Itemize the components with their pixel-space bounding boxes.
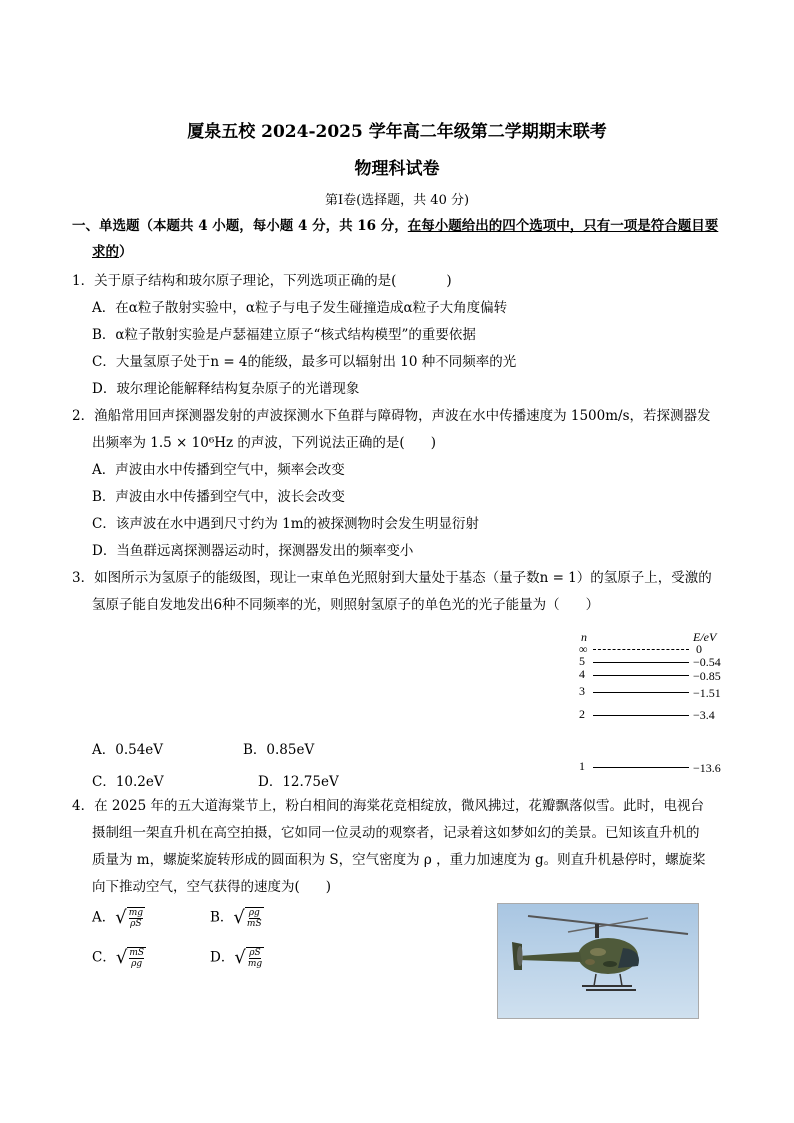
q3-option-d: D．12.75eV (258, 774, 339, 790)
q4-option-c-formula: √ $\frac{mS}{\rho g}$ (115, 947, 145, 969)
q4-option-d-label: D． (210, 949, 235, 966)
q4-stem-4-end: ) (325, 879, 332, 895)
q3-option-b: B．0.85eV (243, 742, 315, 758)
q4-option-c-label: C． (92, 949, 116, 966)
q4-option-d-den: mg (247, 959, 263, 969)
n-axis-label: n (581, 630, 587, 644)
q1-option-d: D．玻尔理论能解释结构复杂原子的光谱现象 (92, 381, 360, 397)
q4-option-a-num: mg (128, 908, 144, 918)
q2-option-a: A．声波由水中传播到空气中，频率会改变 (92, 462, 345, 478)
q1-stem-text: 1．关于原子结构和玻尔原子理论，下列选项正确的是( (72, 273, 397, 289)
rotor-mast (595, 924, 599, 938)
q4-option-d (210, 947, 264, 969)
camo-patch-2 (603, 961, 617, 967)
q4-option-a-den: ρS (130, 919, 142, 929)
q2-option-d: D．当鱼群远离探测器运动时，探测器发出的频率变小 (92, 543, 414, 559)
subject-title: 物理科试卷 (354, 159, 440, 179)
level-line-3 (593, 692, 689, 693)
exam-title: 厦泉五校 2024-2025 学年高二年级第二学期期末联考 (187, 122, 607, 142)
level-n-4: 4 (579, 667, 585, 681)
q1-option-a: A．在α粒子散射实验中，α粒子与电子发生碰撞造成α粒子大角度偏转 (92, 300, 508, 316)
q4-option-b-label: B． (210, 909, 234, 926)
q4-option-c-num: mS (129, 948, 145, 958)
section-heading (72, 217, 718, 235)
q2-option-b: B．声波由水中传播到空气中，波长会改变 (92, 489, 345, 505)
q4-option-b-den: mS (246, 919, 262, 929)
q3-stem-2-end: ） (585, 597, 600, 613)
level-n-3: 3 (579, 684, 585, 698)
level-line-inf (593, 649, 689, 650)
level-line-2 (593, 715, 689, 716)
q4-option-a (92, 907, 145, 929)
level-e-5: −0.54 (693, 655, 721, 669)
level-e-3: −1.51 (693, 686, 721, 700)
q1-stem (72, 272, 452, 290)
camo-patch-1 (590, 948, 606, 956)
level-line-1 (593, 767, 689, 768)
section-heading-text: 一、单选题（本题共 4 小题，每小题 4 分，共 16 分， (72, 218, 408, 234)
q3-option-c: C．10.2eV (92, 774, 164, 790)
level-n-2: 2 (579, 707, 585, 721)
q3-stem-2 (92, 596, 599, 614)
section-heading-end: ） (119, 244, 133, 260)
tail-rotor (517, 946, 523, 966)
level-e-1: −13.6 (693, 761, 721, 775)
q4-option-a-formula: √ $\frac{mg}{\rho S}$ (115, 907, 144, 929)
level-line-5 (593, 662, 689, 663)
q2-stem-2-end: ) (430, 435, 436, 451)
level-n-5: 5 (579, 654, 585, 668)
q1-stem-end: ) (446, 273, 452, 289)
level-e-4: −0.85 (693, 669, 721, 683)
q4-stem-4-text: 向下推动空气，空气获得的速度为( (92, 879, 300, 895)
part-title: 第Ⅰ卷(选择题，共 40 分) (324, 193, 470, 208)
q1-option-b: B．α粒子散射实验是卢瑟福建立原子“核式结构模型”的重要依据 (92, 327, 476, 343)
q3-stem-2-text: 氢原子能自发地发出6种不同频率的光，则照射氢原子的单色光的光子能量为（ (92, 597, 560, 613)
q2-stem-1: 2．渔船常用回声探测器发射的声波探测水下鱼群与障碍物，声波在水中传播速度为 1500m/s，若探测器发 (72, 408, 711, 424)
camo-patch-3 (585, 959, 595, 965)
q4-stem-3: 质量为 m，螺旋桨旋转形成的圆面积为 S，空气密度为 ρ ，重力加速度为 g。则直升机悬停时，螺旋桨 (92, 852, 706, 868)
q2-stem-2-text: 出频率为 1.5 × 10⁶Hz 的声波，下列说法正确的是( (92, 435, 405, 451)
q4-option-b-num: ρg (248, 908, 260, 918)
level-n-1: 1 (579, 759, 585, 773)
q4-option-c (92, 947, 146, 969)
q4-option-c-den: ρg (131, 959, 143, 969)
energy-level-diagram (575, 628, 735, 778)
level-n-inf: ∞ (579, 642, 588, 656)
section-heading-underline-2: 求的 (92, 244, 119, 260)
level-e-2: −3.4 (693, 708, 715, 722)
helicopter-illustration (498, 904, 698, 1018)
q4-option-d-formula: √ $\frac{\rho S}{mg}$ (234, 947, 263, 969)
q2-option-c: C．该声波在水中遇到尺寸约为 1m的被探测物时会发生明显衍射 (92, 516, 480, 532)
q4-stem-1: 4．在 2025 年的五大道海棠节上，粉白相间的海棠花竞相绽放，微风拂过，花瓣飘落似雪。此时，电视台 (72, 798, 705, 814)
q4-stem-2: 摄制组一架直升机在高空拍摄，它如同一位灵动的观察者，记录着这如梦如幻的美景。已知该直升机的 (92, 825, 700, 841)
q4-option-a-label: A． (92, 909, 116, 926)
q4-option-b-formula: √ $\frac{\rho g}{mS}$ (233, 907, 262, 929)
q4-stem-4 (92, 878, 331, 896)
q1-option-c: C．大量氢原子处于n = 4的能级，最多可以辐射出 10 种不同频率的光 (92, 354, 517, 370)
section-heading-cont (92, 243, 133, 261)
level-e-inf: 0 (696, 642, 702, 656)
level-line-4 (593, 675, 689, 676)
q3-option-a: A．0.54eV (92, 742, 164, 758)
q4-option-d-num: ρS (249, 948, 261, 958)
helicopter-image (497, 903, 699, 1019)
section-heading-underline: 在每小题给出的四个选项中，只有一项是符合题目要 (407, 218, 719, 234)
energy-axis-label: E/eV (693, 630, 717, 644)
q4-option-b (210, 907, 264, 929)
q2-stem-2 (92, 434, 436, 452)
q3-stem-1: 3．如图所示为氢原子的能级图，现让一束单色光照射到大量处于基态（量子数n = 1）的氢原子上，受激的 (72, 570, 712, 586)
